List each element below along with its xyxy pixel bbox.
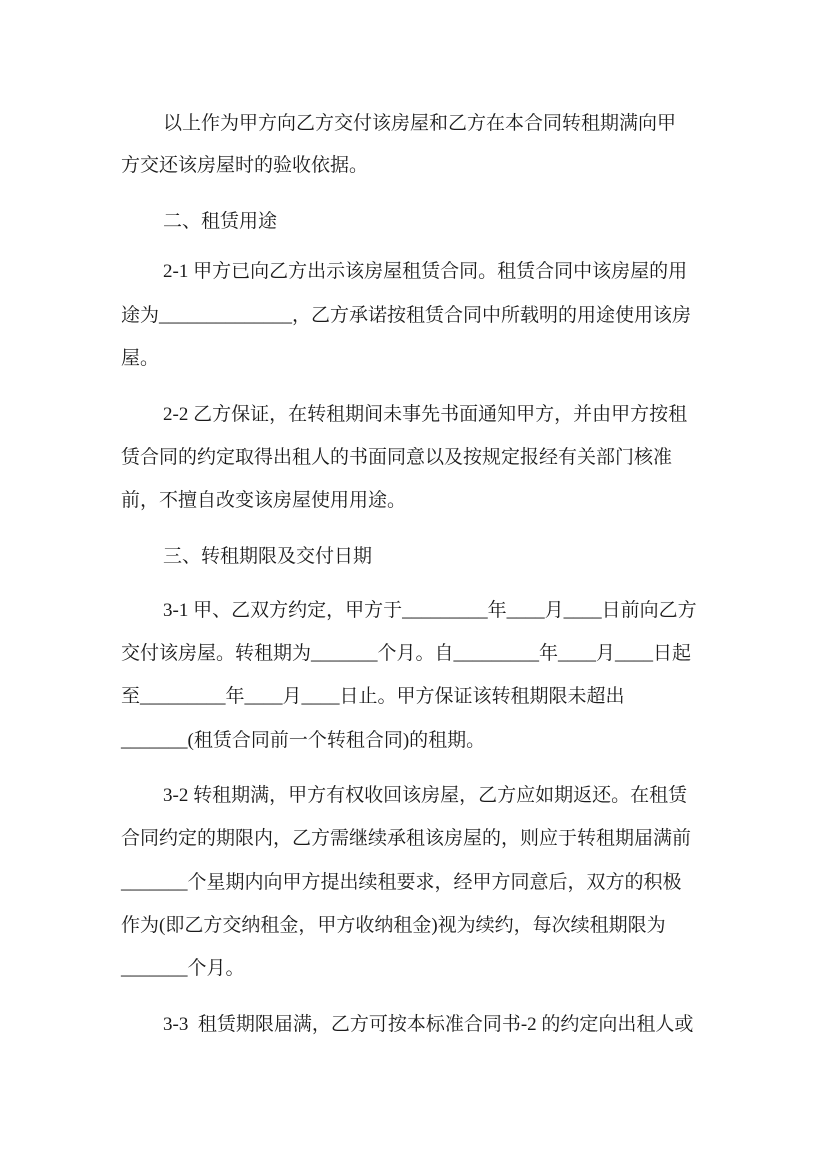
paragraph-line: 途为______________，乙方承诺按租赁合同中所载明的用途使用该房 <box>121 305 692 326</box>
paragraph-line: _______个星期内向甲方提出续租要求，经甲方同意后，双方的积极 <box>121 872 682 893</box>
paragraph-line: 至_________年____月____日止。甲方保证该转租期限未超出 <box>121 686 625 707</box>
paragraph-line: 方交还该房屋时的验收依据。 <box>121 155 369 176</box>
paragraph-line: 作为(即乙方交纳租金，甲方收纳租金)视为续约，每次续租期限为 <box>121 915 666 936</box>
paragraph-line: _______个月。 <box>121 958 245 979</box>
paragraph-line: 屋。 <box>121 348 160 369</box>
paragraph-line: 以上作为甲方向乙方交付该房屋和乙方在本合同转租期满向甲 <box>163 113 677 134</box>
paragraph-line: 2-1 甲方已向乙方出示该房屋租赁合同。租赁合同中该房屋的用 <box>163 261 688 282</box>
section-heading: 三、转租期限及交付日期 <box>163 546 373 567</box>
paragraph-line: 前，不擅自改变该房屋使用用途。 <box>121 490 407 511</box>
paragraph-line: 3-2 转租期满，甲方有权收回该房屋，乙方应如期返还。在租赁 <box>163 785 688 806</box>
paragraph-line: 合同约定的期限内，乙方需继续承租该房屋的，则应于转租期届满前 <box>121 828 692 849</box>
paragraph-line: 交付该房屋。转租期为_______个月。自_________年____月____日起 <box>121 643 692 664</box>
paragraph-line: 2-2 乙方保证，在转租期间未事先书面通知甲方，并由甲方按租 <box>163 404 688 425</box>
paragraph-line: 赁合同的约定取得出租人的书面同意以及按规定报经有关部门核准 <box>121 447 673 468</box>
paragraph-line: 3-1 甲、乙双方约定，甲方于_________年____月____日前向乙方 <box>163 600 697 621</box>
section-heading: 二、租赁用途 <box>163 211 278 232</box>
paragraph-line: _______(租赁合同前一个转租合同)的租期。 <box>121 730 486 751</box>
paragraph-line: 3-3 租赁期限届满，乙方可按本标准合同书-2 的约定向出租人或 <box>163 1014 694 1035</box>
